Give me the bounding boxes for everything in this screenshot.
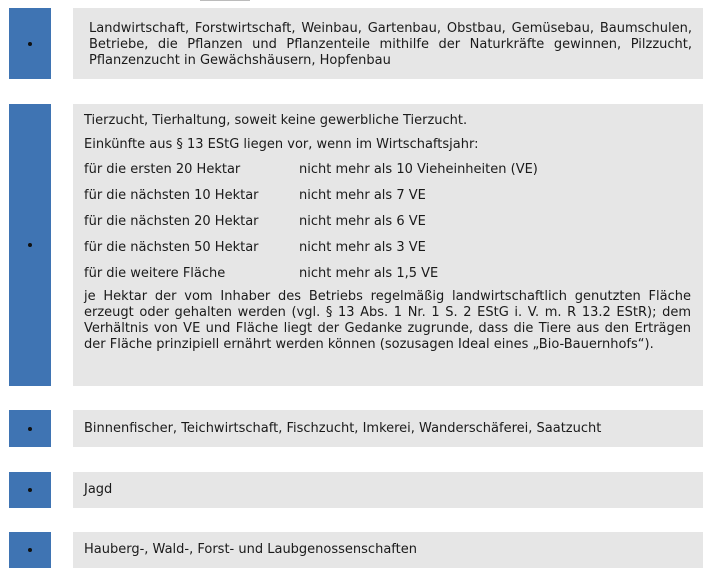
area-cell: für die nächsten 10 Hektar (84, 188, 259, 203)
area-cell: für die nächsten 50 Hektar (84, 240, 259, 255)
list-item (9, 8, 703, 79)
limit-cell: nicht mehr als 10 Vieheinheiten (VE) (299, 162, 538, 177)
table-row (84, 235, 691, 261)
list-item-text: Landwirtschaft, Forstwirtschaft, Weinbau, Gartenbau, Obstbau, Gemüsebau, Baumschulen, Betriebe, die Pflanzen und Pflanzenteile mithilfe der Naturkräfte gewinnen, Pilzzucht, Pflanzenzucht in Gewächshäusern, Hopfenbau (73, 8, 703, 79)
livestock-unit-table (84, 157, 691, 287)
list-item-content (73, 104, 703, 386)
table-row (84, 157, 691, 183)
list-item (9, 472, 703, 508)
area-cell: für die weitere Fläche (84, 266, 226, 281)
list-item-text: Jagd (73, 472, 703, 508)
bullet-icon (28, 42, 32, 46)
limit-cell: nicht mehr als 1,5 VE (299, 266, 439, 281)
limit-cell: nicht mehr als 7 VE (299, 188, 426, 203)
table-row (84, 183, 691, 209)
list-item (9, 532, 703, 568)
table-row (84, 209, 691, 235)
table-row (84, 261, 691, 287)
list-item (9, 410, 703, 447)
bullet-icon (28, 427, 32, 431)
bullet-marker (9, 8, 51, 79)
bullet-marker (9, 472, 51, 508)
bullet-icon (28, 488, 32, 492)
bullet-marker (9, 104, 51, 386)
bullet-icon (28, 548, 32, 552)
limit-cell: nicht mehr als 6 VE (299, 214, 426, 229)
list-item (9, 104, 703, 386)
outro-paragraph: je Hektar der vom Inhaber des Betriebs regelmäßig landwirtschaftlich genutzten Fläche erzeugt oder gehalten werden (vgl. § 13 Abs. 1 Nr. 1 S. 2 EStG i. V. m. R 13.2 EStR); dem Verhältnis von VE und Fläche liegt der Gedanke zugrunde, dass die Tiere aus den Erträgen der Fläche prinzipiell ernährt werden können (sozusagen Ideal eines „Bio-Bauernhofs“). (84, 289, 691, 352)
intro-line-1: Tierzucht, Tierhaltung, soweit keine gewerbliche Tierzucht. (84, 113, 468, 128)
list-item-text: Binnenfischer, Teichwirtschaft, Fischzucht, Imkerei, Wanderschäferei, Saatzucht (73, 410, 703, 447)
limit-cell: nicht mehr als 3 VE (299, 240, 426, 255)
bullet-marker (9, 410, 51, 447)
intro-line-2: Einkünfte aus § 13 EStG liegen vor, wenn im Wirtschaftsjahr: (84, 137, 479, 152)
area-cell: für die ersten 20 Hektar (84, 162, 241, 177)
bullet-marker (9, 532, 51, 568)
bullet-icon (28, 243, 32, 247)
top-divider (200, 0, 250, 1)
area-cell: für die nächsten 20 Hektar (84, 214, 259, 229)
list-item-text: Hauberg-, Wald-, Forst- und Laubgenossenschaften (73, 532, 703, 568)
